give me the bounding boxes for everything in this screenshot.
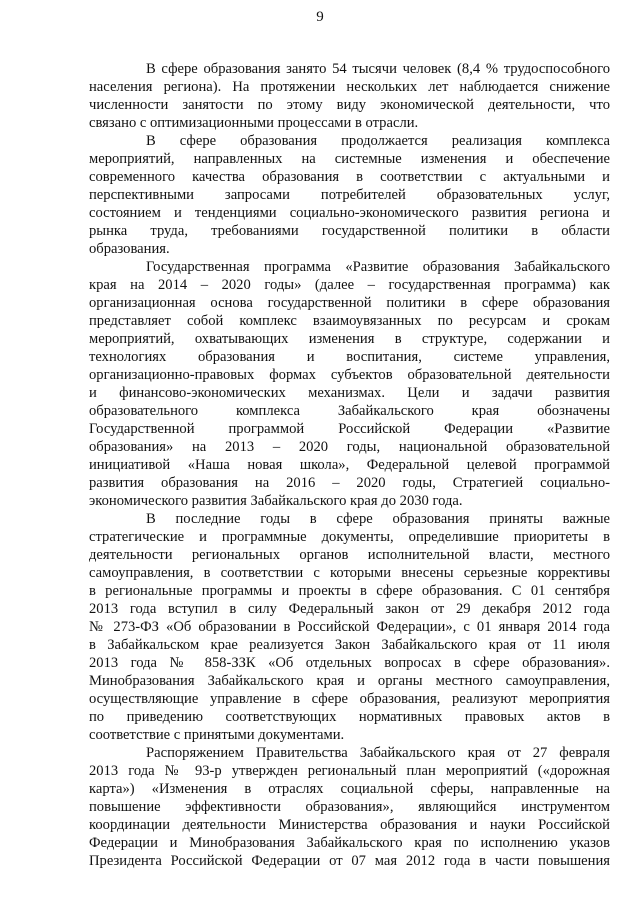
text-line: в Забайкальском крае реализуется Закон Забайкальского края от 11 июля — [89, 637, 610, 653]
text-line: Государственная программа «Развитие образования Забайкальского — [146, 259, 610, 275]
text-line: организационная основа государственной политики в сфере образования — [89, 295, 610, 311]
text-line: 2013 года № 93-р утвержден региональный план мероприятий («дорожная — [89, 763, 610, 779]
text-line: Минобразования Забайкальского края и органы местного самоуправления, — [89, 673, 610, 689]
text-line: стратегические и программные документы, определившие приоритеты в — [89, 529, 610, 545]
text-line: соответствие с принятыми документами. — [89, 727, 345, 743]
text-line: технологиях образования и воспитания, системе управления, — [89, 349, 610, 365]
text-line: состоянием и тенденциями социально-экономического развития региона и — [89, 205, 610, 221]
text-line: самоуправления, в соответствии с которыми внесены серьезные коррективы — [89, 565, 610, 581]
text-line: мероприятий, охватывающих изменения в структуре, содержании и — [89, 331, 610, 347]
text-line: Государственной программой Российской Федерации «Развитие — [89, 421, 610, 437]
text-line: 2013 года № 858-ЗЗК «Об отдельных вопросах в сфере образования». — [89, 655, 610, 671]
text-line: организационно-правовых формах субъектов образовательной деятельности — [89, 367, 610, 383]
text-line: повышение эффективности образования», являющийся инструментом — [89, 799, 610, 815]
text-line: осуществляющие управление в сфере образования, реализуют мероприятия — [89, 691, 610, 707]
text-line: В последние годы в сфере образования приняты важные — [146, 511, 610, 527]
text-line: Президента Российской Федерации от 07 мая 2012 года в части повышения — [89, 853, 610, 869]
text-line: Федерации и Минобразования Забайкальского края по исполнению указов — [89, 835, 610, 851]
text-line: представляет собой комплекс взаимоувязанных по ресурсам и срокам — [89, 313, 610, 329]
text-line: численности занятости по этому виду экономической деятельности, что — [89, 97, 610, 113]
text-line: связано с оптимизационными процессами в отрасли. — [89, 115, 419, 131]
text-line: инициативой «Наша новая школа», Федеральной целевой программой — [89, 457, 610, 473]
text-line: Распоряжением Правительства Забайкальского края от 27 февраля — [146, 745, 610, 761]
text-line: образования. — [89, 241, 170, 257]
text-line: современного качества образования в соответствии с актуальными и — [89, 169, 610, 185]
text-line: в региональные программы и проекты в сфере образования. С 01 сентября — [89, 583, 610, 599]
text-line: В сфере образования занято 54 тысячи человек (8,4 % трудоспособного — [146, 61, 610, 77]
text-line: образовательного комплекса Забайкальского края обозначены — [89, 403, 610, 419]
text-line: В сфере образования продолжается реализация комплекса — [146, 133, 610, 149]
text-line: экономического развития Забайкальского края до 2030 года. — [89, 493, 463, 509]
text-line: образования» на 2013 – 2020 годы, национальной образовательной — [89, 439, 610, 455]
text-line: координации деятельности Министерства образования и науки Российской — [89, 817, 610, 833]
text-line: по приведению соответствующих нормативных правовых актов в — [89, 709, 610, 725]
text-line: деятельности региональных органов исполнительной власти, местного — [89, 547, 610, 563]
text-line: № 273-ФЗ «Об образовании в Российской Федерации», с 01 января 2014 года — [89, 619, 610, 635]
text-line: рынка труда, требованиями государственной политики в области — [89, 223, 610, 239]
text-line: и финансово-экономических механизмах. Цели и задачи развития — [89, 385, 610, 401]
text-line: населения региона). На протяжении нескольких лет наблюдается снижение — [89, 79, 610, 95]
text-line: края на 2014 – 2020 годы» (далее – государственная программа) как — [89, 277, 610, 293]
text-line: перспективными запросами потребителей образовательных услуг, — [89, 187, 610, 203]
page-number: 9 — [316, 9, 324, 25]
text-line: развития образования на 2016 – 2020 годы, Стратегией социально- — [89, 475, 610, 491]
text-line: карта») «Изменения в отраслях социальной сферы, направленные на — [89, 781, 610, 797]
text-line: 2013 года вступил в силу Федеральный закон от 29 декабря 2012 года — [89, 601, 610, 617]
text-line: мероприятий, направленных на системные изменения и обеспечение — [89, 151, 610, 167]
